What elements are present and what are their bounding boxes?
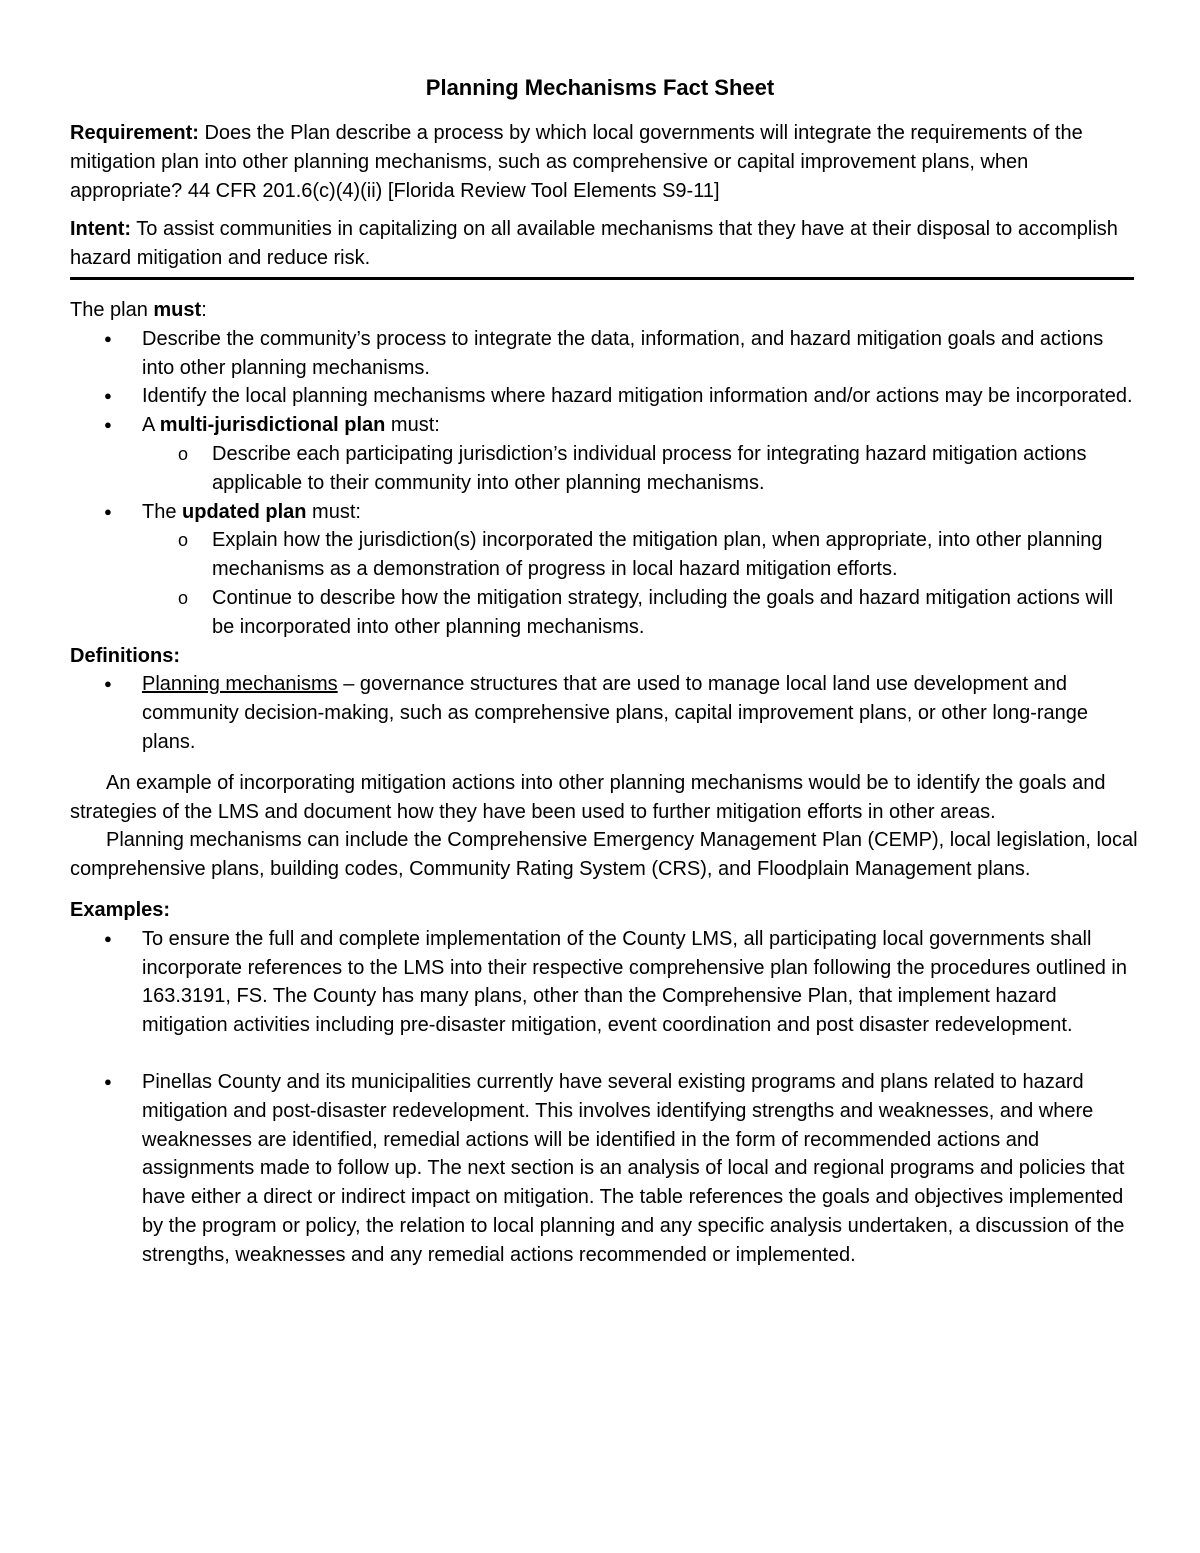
mechanisms-paragraph: Planning mechanisms can include the Comprehensive Emergency Management Plan (CEMP), local legislation, local comprehensive plans, building codes, Community Rating System (CRS), and Floodplain Management plans. — [70, 829, 1138, 881]
fact-sheet-header — [70, 119, 1134, 280]
definition-term: Planning mechanisms — [142, 673, 338, 696]
definition-text: – governance structures that are used to manage local land use development and community decision-making, such as comprehensive plans, capital improvement plans, or other long-range plans. — [142, 673, 1089, 753]
plan-must-bold: must — [153, 299, 202, 321]
document-body — [70, 296, 1140, 1270]
list-item: ● Describe the community’s process to integrate the data, information, and hazard mitigation goals and actions into other planning mechanisms. — [70, 325, 1140, 383]
sub-list — [142, 440, 1140, 498]
page-title: Planning Mechanisms Fact Sheet — [425, 75, 775, 100]
examples-heading-text: Examples: — [70, 898, 171, 921]
intent-paragraph — [70, 215, 1134, 273]
list-item: ● Pinellas County and its municipalities currently have several existing programs and plans related to hazard mitigation and post-disaster redevelopment. This involves identifying strengths and weaknesses, and where weaknesses are identified, remedial actions will be identified in the form of recommended actions and assignments made to follow up. The next section is an analysis of local and regional programs and policies that have either a direct or indirect impact on mitigation. The table references the goals and objectives implemented by the program or policy, the relation to local planning and any specific analysis undertaken, a discussion of the strengths, weaknesses and any remedial actions recommended or implemented. — [70, 1068, 1140, 1270]
list-item — [70, 670, 1140, 756]
plan-must-prefix: The plan — [70, 299, 154, 321]
intent-label: Intent: — [70, 218, 132, 241]
bullet-prefix: The — [142, 500, 183, 523]
sub-list-item: o Explain how the jurisdiction(s) incorporated the mitigation plan, when appropriate, into other planning mechanisms as a demonstration of progress in local hazard mitigation efforts. — [142, 526, 1140, 584]
definitions-heading-text: Definitions: — [70, 644, 180, 667]
plan-must-list — [70, 325, 1140, 642]
definitions-list — [70, 670, 1140, 756]
bullet-bold: multi-jurisdictional plan — [159, 414, 386, 437]
requirement-paragraph — [70, 119, 1134, 205]
bullet-bold: updated plan — [182, 500, 307, 523]
plan-must-suffix: : — [201, 299, 207, 321]
requirement-label: Requirement: — [70, 122, 199, 144]
requirement-text: Does the Plan describe a process by which local governments will integrate the requirements of the mitigation plan into other planning mechanisms, such as comprehensive or capital improvement plans, when appropriate? 44 CFR 201.6(c)(4)(ii) [Florida Review Tool Elements S9-11] — [70, 122, 1083, 202]
bullet-suffix: must: — [385, 414, 440, 437]
sub-list-item: o Continue to describe how the mitigation strategy, including the goals and hazard mitigation actions will be incorporated into other planning mechanisms. — [142, 584, 1140, 642]
list-item — [70, 498, 1140, 642]
plan-must-lead — [70, 296, 1140, 325]
bullet-suffix: must: — [306, 500, 361, 523]
intent-text: To assist communities in capitalizing on all available mechanisms that they have at their disposal to accomplish hazard mitigation and reduce risk. — [70, 218, 1118, 270]
list-item: ● To ensure the full and complete implementation of the County LMS, all participating local governments shall incorporate references to the LMS into their respective comprehensive plan following the procedures outlined in 163.3191, FS. The County has many plans, other than the Comprehensive Plan, that implement hazard mitigation activities including pre-disaster mitigation, event coordination and post disaster redevelopment. — [70, 925, 1140, 1040]
sub-list — [142, 526, 1140, 641]
examples-heading — [70, 896, 1140, 925]
list-item: ● Identify the local planning mechanisms where hazard mitigation information and/or actions may be incorporated. — [70, 382, 1140, 411]
sub-list-item: o Describe each participating jurisdiction’s individual process for integrating hazard mitigation actions applicable to their community into other planning mechanisms. — [142, 440, 1140, 498]
example-paragraph: An example of incorporating mitigation actions into other planning mechanisms would be to identify the goals and strategies of the LMS and document how they have been used to further mitigation efforts in other areas. — [70, 771, 1106, 823]
list-item — [70, 411, 1140, 497]
examples-list — [70, 925, 1140, 1270]
header-divider — [70, 277, 1134, 280]
bullet-prefix: A — [142, 414, 160, 437]
definitions-heading — [70, 642, 1140, 671]
